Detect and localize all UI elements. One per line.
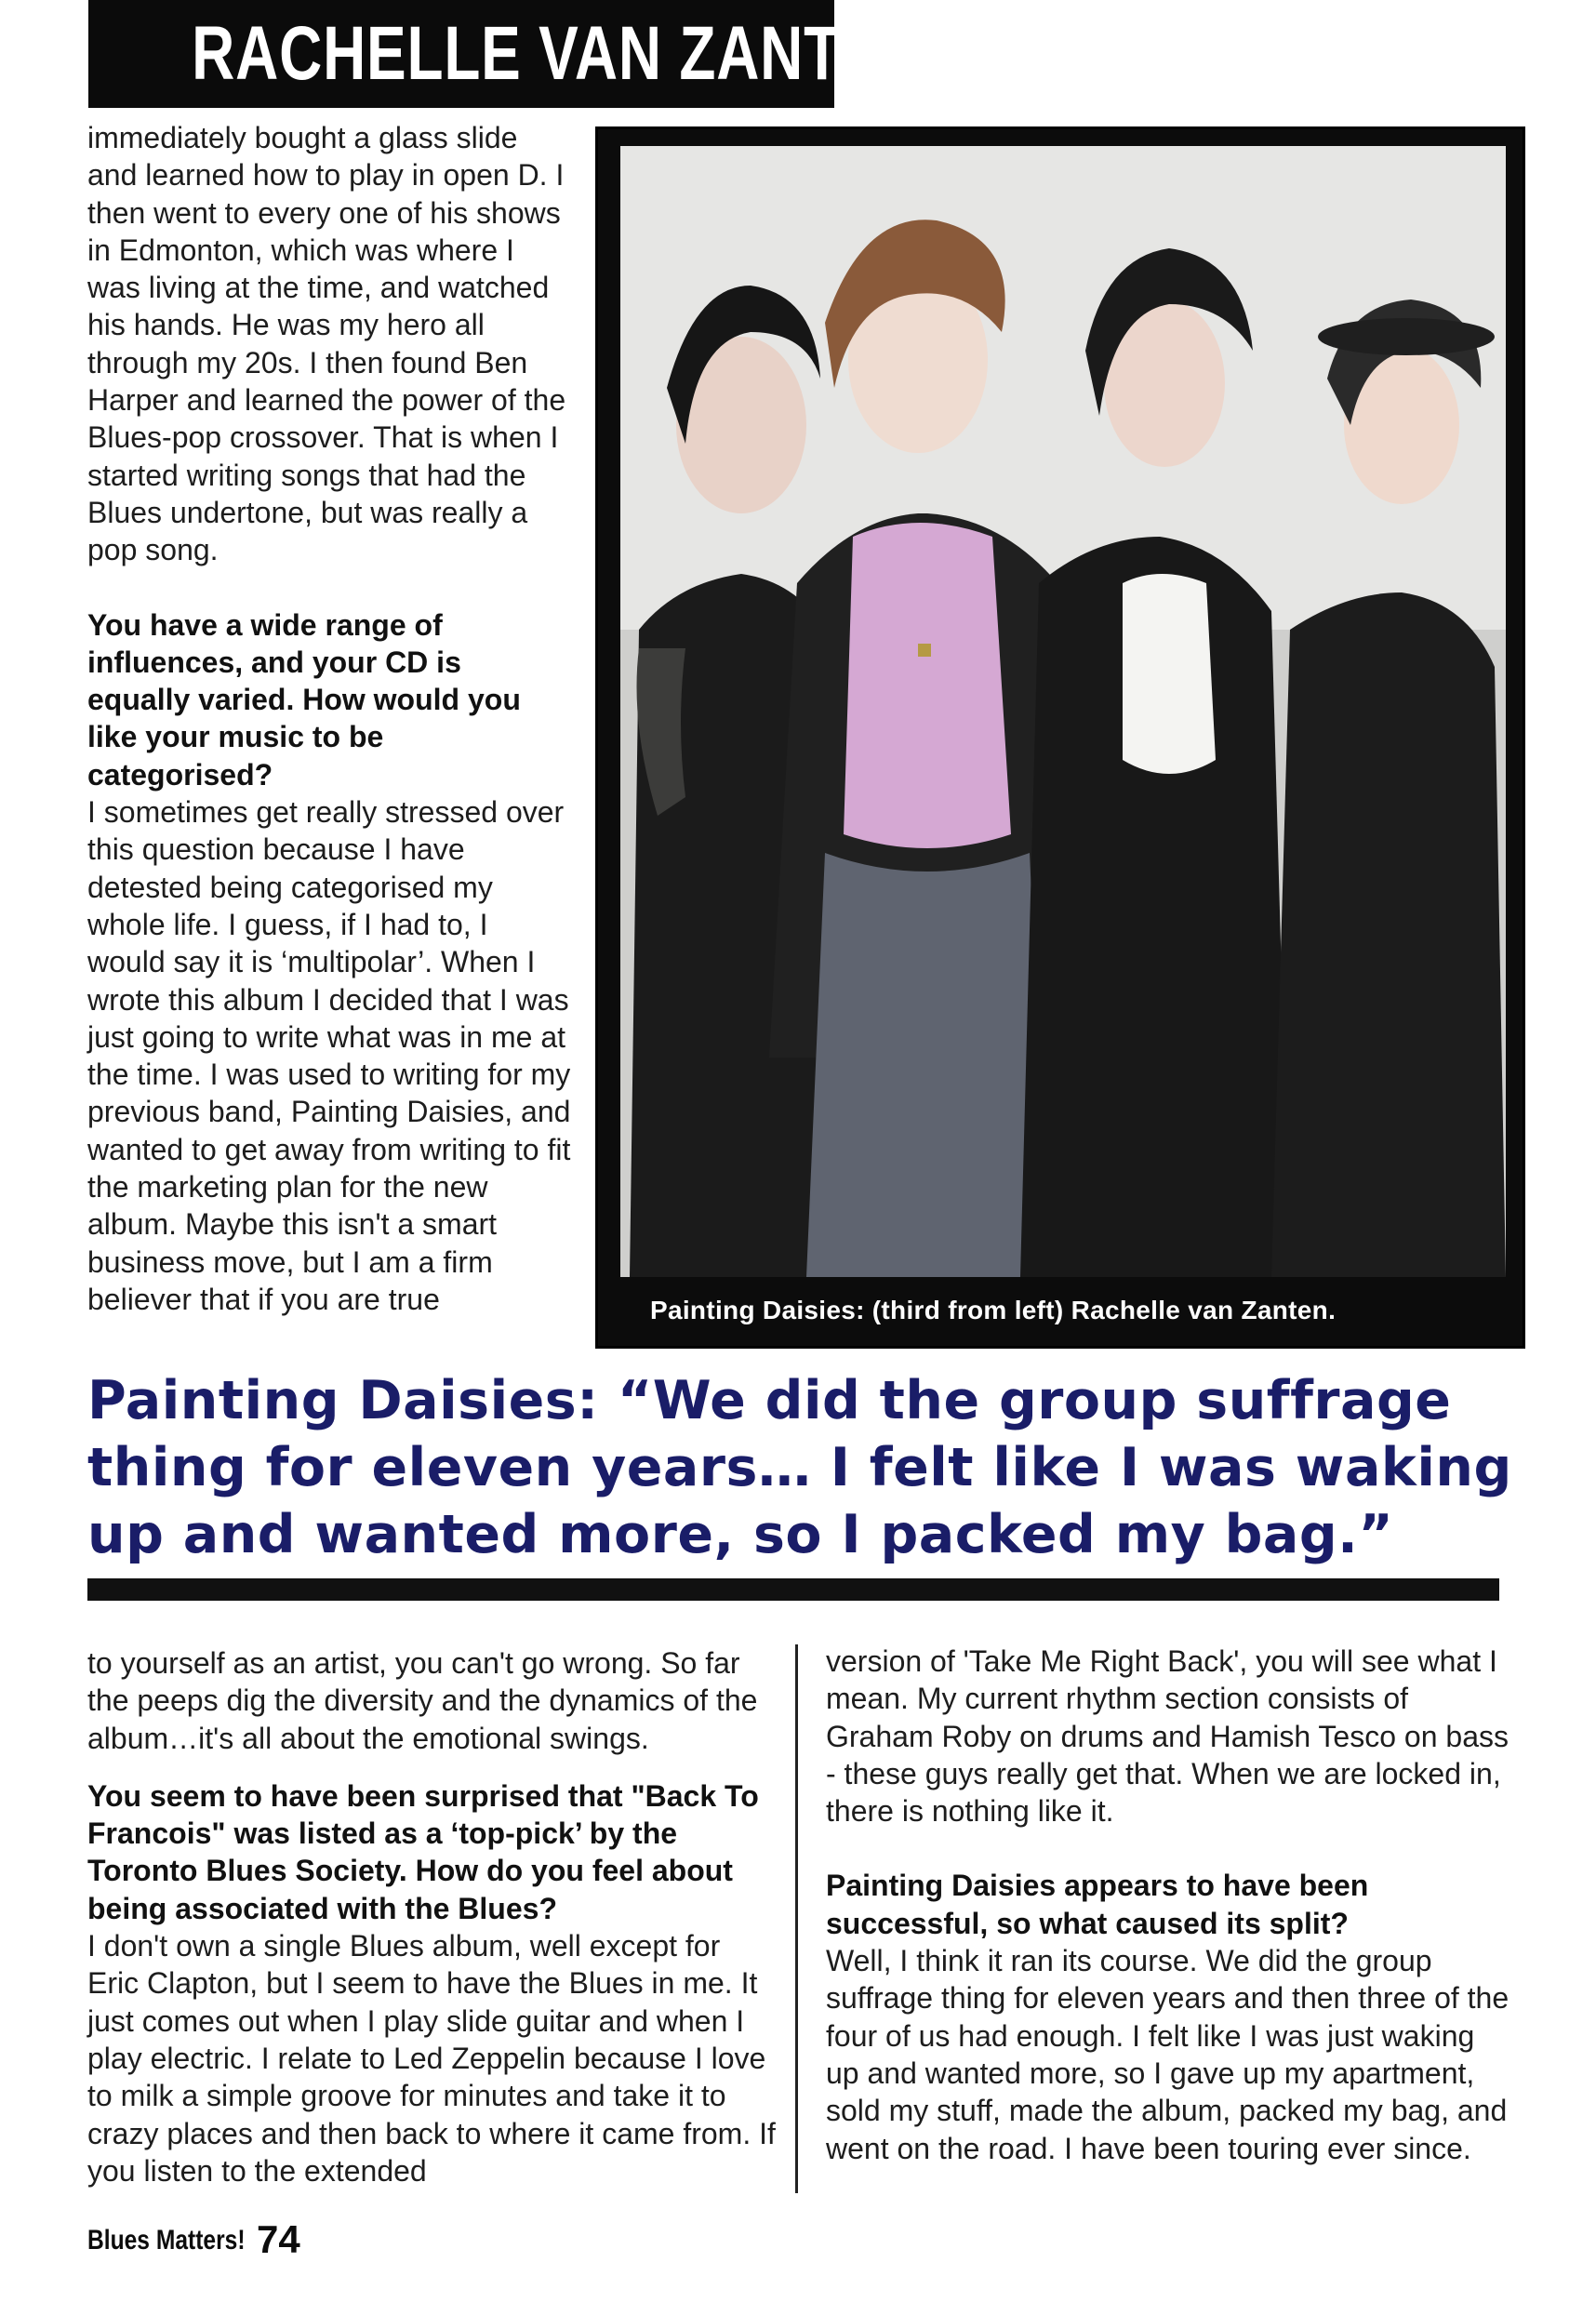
photo-caption: Painting Daisies: (third from left) Rachelle van Zanten. — [650, 1296, 1337, 1324]
bottom-left-column-text — [87, 1644, 776, 2189]
interview-question: Painting Daisies appears to have been successful, so what caused its split? — [826, 1869, 1369, 1940]
interview-answer: I don't own a single Blues album, well except for Eric Clapton, but I seem to have the Blues in me. It just comes out when I play slide guitar and when I play electric. I relate to Led Zeppelin because I love to milk a simple groove for minutes and take it to crazy places and then back to where it came from. If you listen to the extended — [87, 1929, 776, 2188]
pull-quote: Painting Daisies: “We did the group suffrage thing for eleven years… I felt like I was waking up and wanted more, so I packed my bag.” — [87, 1370, 1512, 1565]
magazine-name: Blues Matters! — [87, 2225, 246, 2255]
bottom-right-column-text — [826, 1643, 1514, 2167]
interview-answer: I sometimes get really stressed over this question because I have detested being categorised my whole life. I guess, if I had to, I would say it is ‘multipolar’. When I wrote this album I decided that I was just going to write what was in me at the time. I was used to writing for my previous band, Painting Daisies, and wanted to get away from writing to fit the marketing plan for the new album. Maybe this isn't a smart business move, but I am a firm believer that if you are true — [87, 795, 571, 1316]
left-column-text — [87, 119, 571, 1318]
band-photo — [620, 146, 1500, 1271]
paragraph: immediately bought a glass slide and learned how to play in open D. I then went to every one of his shows in Edmonton, which was where I was living at the time, and watched his hands. He was my hero all through my 20s. I then found Ben Harper and learned the power of the Blues-pop crossover. That is when I started writing songs that had the Blues undertone, but was really a pop song. — [87, 121, 566, 567]
interview-question: You have a wide range of influences, and your CD is equally varied. How would you like your music to be categorised? — [87, 607, 521, 792]
paragraph: to yourself as an artist, you can't go wrong. So far the peeps dig the diversity and the dynamics of the album…it's all about the emotional swings. — [87, 1646, 758, 1755]
column-divider — [795, 1644, 798, 2193]
interview-answer: Well, I think it ran its course. We did the group suffrage thing for eleven years and then three of the four of us had enough. I felt like I was just waking up and wanted more, so I gave up my apartment, sold my stuff, made the album, packed my bag, and went on the road. I have been touring ever since. — [826, 1944, 1510, 2165]
page-footer — [87, 2217, 300, 2261]
interview-question: You seem to have been surprised that "Back To Francois" was listed as a ‘top-pick’ by the Toronto Blues Society. How do you feel about being associated with the Blues? — [87, 1778, 759, 1925]
paragraph: version of 'Take Me Right Back', you will see what I mean. My current rhythm section consists of Graham Roby on drums and Hamish Tesco on bass - these guys really get that. When we are locked in, there is nothing like it. — [826, 1644, 1509, 1829]
article-title-banner — [88, 0, 925, 108]
band-photo-illustration — [620, 146, 1506, 1277]
article-title: RACHELLE VAN ZANTEN — [192, 11, 925, 96]
section-divider — [87, 1578, 1499, 1601]
band-photo-frame — [595, 126, 1525, 1349]
page-number: 74 — [257, 2217, 300, 2261]
